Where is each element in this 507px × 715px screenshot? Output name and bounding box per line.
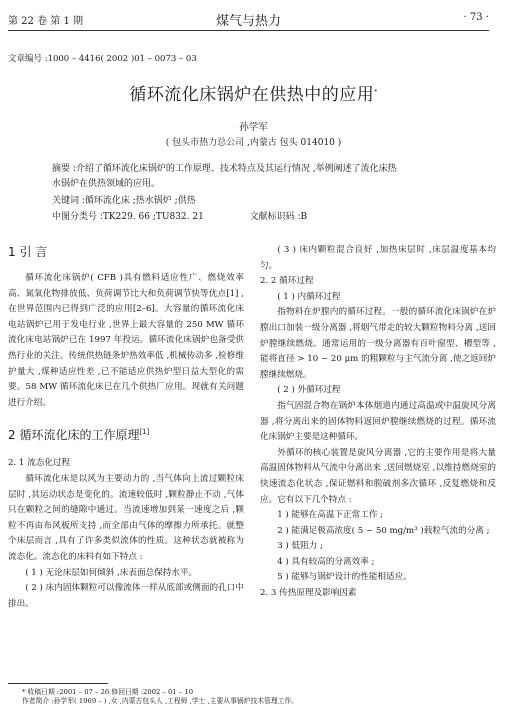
separator-feature-5: 5 ) 能够与锅炉设计的性能相适应。 xyxy=(277,572,412,583)
abstract-label: 摘要 : xyxy=(52,164,76,174)
fluidization-paragraph: 循环流化床是以风为主要动力的 ,当气体向上流过颗粒床层时 ,其运动状态是变化的。流速较低时 ,颗粒静止不动 ,气体只在颗粒之间的缝隙中通过。当流速增加到某一速度之后 ,颗粒不再由布风板所支持 ,而全部由气体的摩擦力所承托。就整个床层而言 ,具有了许多类似流体的性质。这种状态就被称为流态化。流态化的床料有如下特点 : xyxy=(8,473,244,562)
section-2-heading xyxy=(8,423,244,444)
footnote-received-date: * 收稿日期 :2001 – 07 – 26 修回日期 :2002 – 01 – 10 xyxy=(22,688,194,696)
feature-item-3: ( 3 ) 床内颗粒混合良好 ,加热床层时 ,床层温度基本均匀。 xyxy=(260,245,496,271)
left-column xyxy=(8,243,244,612)
footnote-rule xyxy=(8,683,108,684)
class-code: TK229. 66 ;TU832. 21 xyxy=(102,212,204,222)
issue-label: 第 22 卷 第 1 期 xyxy=(8,16,83,27)
right-column xyxy=(260,243,496,602)
journal-name: 煤气与热力 xyxy=(215,14,281,29)
keywords-line xyxy=(52,194,472,209)
separator-feature-1: 1 ) 能够在高温下正常工作 ; xyxy=(277,510,384,521)
inner-cycle-heading: ( 1 ) 内循环过程 xyxy=(277,291,341,302)
author-name: 孙学军 xyxy=(239,122,268,133)
section-2-2-heading: 2. 2 循环过程 xyxy=(260,276,314,287)
running-header xyxy=(8,12,489,28)
outer-cycle-paragraph: 指气固混合物在锅炉本体烟道内通过高温或中温旋风分离器 ,将分离出来的固体物料返回炉膛继续燃烧的过程。循环流化床锅炉主要是这种循环。 xyxy=(260,400,496,443)
paper-title xyxy=(0,80,507,105)
section-1-heading: 1 引 言 xyxy=(8,245,48,259)
keywords-text: 循环流化床 ;热水锅炉 ;供热 xyxy=(84,196,196,206)
abstract-text-1: 介绍了循环流化床锅炉的工作原理、技术特点及其运行情况 ,举例阐述了流化床热 xyxy=(75,164,397,174)
footnote-author-bio: 作者简介 :孙学军( 1969 – ) ,女 ,内蒙古包头人 ,工程师 ,学士 ,主要从事锅炉技术管理工作。 xyxy=(22,697,299,705)
doc-code: B xyxy=(300,212,308,222)
intro-paragraph: 循环流化床锅炉( CFB )具有燃料适应性广、燃烧效率高、氮氧化物排放低、负荷调节比大和负荷调节快等优点[1] ,在世界范围内已得到广泛的应用[2–6]。大容量的循环流化床电站锅炉已用于发电行业 ,世界上最大容量的 250 MW 循环流化床电站锅炉已在 1997 年投运。循环流化床锅炉也备受供热行业的关注。传统供热链条炉热效率低 ,机械传动多 ,检修维护量大 ,煤种适应性差 ,已不能适应供热炉型日益大型化的需要。58 MW 循环流化床已在几个供热厂应用。现就有关问题进行介绍。 xyxy=(8,273,244,408)
feature-item-2: ( 2 ) 床内固体颗粒可以像流体一样从底部或侧面的孔口中排出。 xyxy=(8,583,244,609)
classification-line xyxy=(52,210,472,225)
abstract-line-1 xyxy=(52,162,472,177)
title-footnote-mark: * xyxy=(374,88,378,96)
separator-feature-2: 2 ) 能满足极高浓度( 5 ~ 50 mg/m³ )载粒气流的分离 ; xyxy=(277,525,490,536)
separator-paragraph: 外循环的核心装置是旋风分离器 ,它的主要作用是将大量高温固体物料从气流中分离出来 ,送回燃烧室 ,以维持燃烧室的快速流态化状态 ,保证燃料和脱硫剂多次循环 ,反复燃烧和反应。它有以下几个特点 : xyxy=(260,447,496,505)
header-rule xyxy=(8,30,489,31)
section-2-1-heading: 2. 1 流态化过程 xyxy=(8,458,71,469)
section-2-title: 2 循环流化床的工作原理 xyxy=(8,428,140,443)
abstract-text-2: 水锅炉在供热领域的应用。 xyxy=(52,179,161,189)
separator-feature-4: 4 ) 具有较高的分离效率 ; xyxy=(277,556,375,567)
abstract-line-2 xyxy=(52,177,472,192)
paper-title-text: 循环流化床锅炉在供热中的应用 xyxy=(129,85,375,105)
separator-feature-3: 3 ) 低阻力 ; xyxy=(277,541,323,552)
inner-cycle-paragraph: 指物料在炉膛内的循环过程。一般的循环流化床锅炉在炉膛出口加装一级分离器 ,将烟气带走的较大颗粒物料分离 ,送回炉膛继续燃烧。通常运用的一级分离器有百叶窗型、槽型等 ,能将直径 > 10 ~ 20 μm 的粗颗粒与主气流分离 ,使之返回炉膛继续燃烧。 xyxy=(260,307,496,380)
class-label: 中图分类号 : xyxy=(52,212,103,222)
section-2-ref: [1] xyxy=(139,428,150,437)
feature-item-1: ( 1 ) 无论床层如何倾斜 ,床表面总保持水平。 xyxy=(25,567,198,578)
outer-cycle-heading: ( 2 ) 外循环过程 xyxy=(277,385,341,396)
article-number: 文章编号 :1000 – 4416( 2002 )01 – 0073 – 03 xyxy=(8,54,197,64)
doc-code-label: 文献标识码 : xyxy=(249,212,301,222)
keywords-label: 关键词 : xyxy=(52,196,85,206)
section-2-3-heading: 2. 3 传热原理及影响因素 xyxy=(260,588,357,599)
page-number: · 73 · xyxy=(463,12,489,23)
author-affiliation: ( 包头市热力总公司 ,内蒙古 包头 014010 ) xyxy=(165,138,342,148)
